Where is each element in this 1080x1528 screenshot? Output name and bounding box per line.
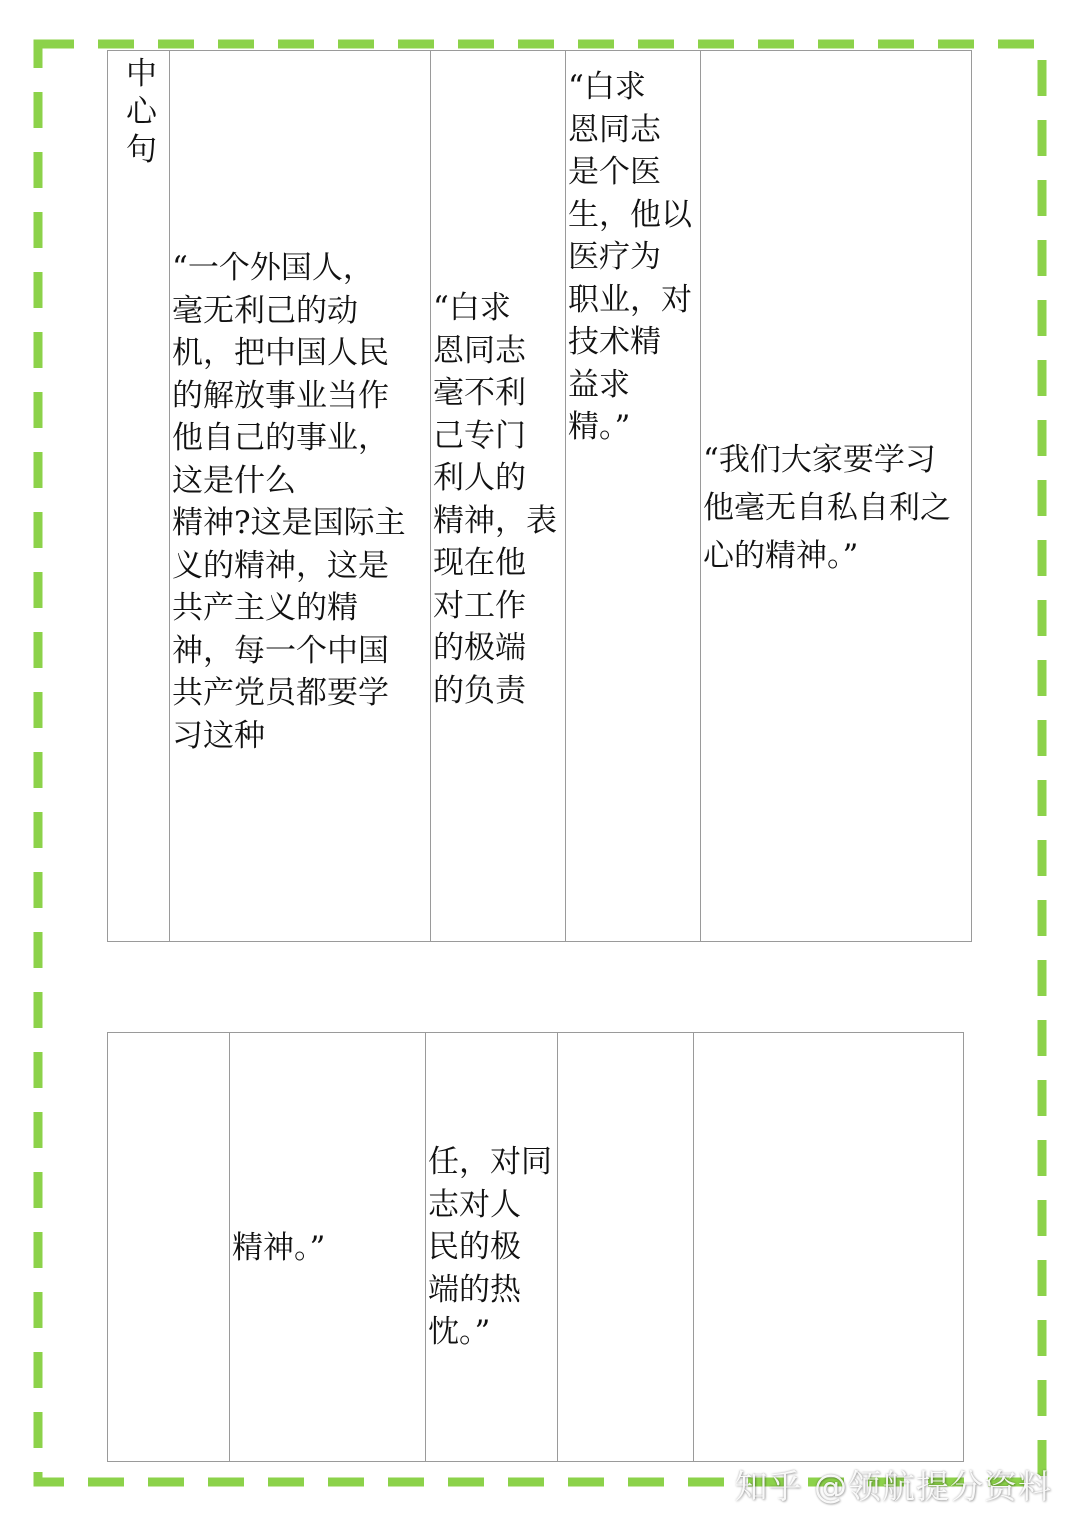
table-cell (693, 1033, 964, 1461)
table-cell (229, 1033, 425, 1461)
cell-text: 精神。” (232, 1230, 326, 1266)
cell-text: “一个外国人， 毫无利己的动 机，把中国人民 的解放事业当作 他自己的事业， 这是什么 精神?这是国际主 义的精神，这是 共产主义的精 神，每一个中国 共产党员都要学 习这种 (172, 250, 406, 754)
watermark-text: 知乎 @领航提分资料 (734, 1467, 1052, 1506)
table-cell (169, 51, 430, 941)
row-label-cell (108, 51, 169, 941)
table-cell (557, 1033, 693, 1461)
table-cell (425, 1033, 557, 1461)
cell-text: “白求 恩同志 毫不利 己专门 利人的 精神，表 现在他 对工作 的极端 的负责 (433, 290, 557, 709)
table-bottom (107, 1032, 964, 1462)
table-cell (565, 51, 700, 941)
table-cell (700, 51, 972, 941)
cell-text: 任，对同 志对人 民的极 端的热 忱。” (428, 1144, 552, 1350)
cell-text: “白求 恩同志 是个医 生，他以 医疗为 职业，对 技术精 益求 精。” (568, 69, 692, 445)
row-label-cell (108, 1033, 229, 1461)
row-label: 中心句 (126, 56, 157, 168)
table-cell (430, 51, 565, 941)
table-top (107, 50, 972, 942)
cell-text: “我们大家要学习 他毫无自私自利之 心的精神。” (703, 442, 951, 574)
